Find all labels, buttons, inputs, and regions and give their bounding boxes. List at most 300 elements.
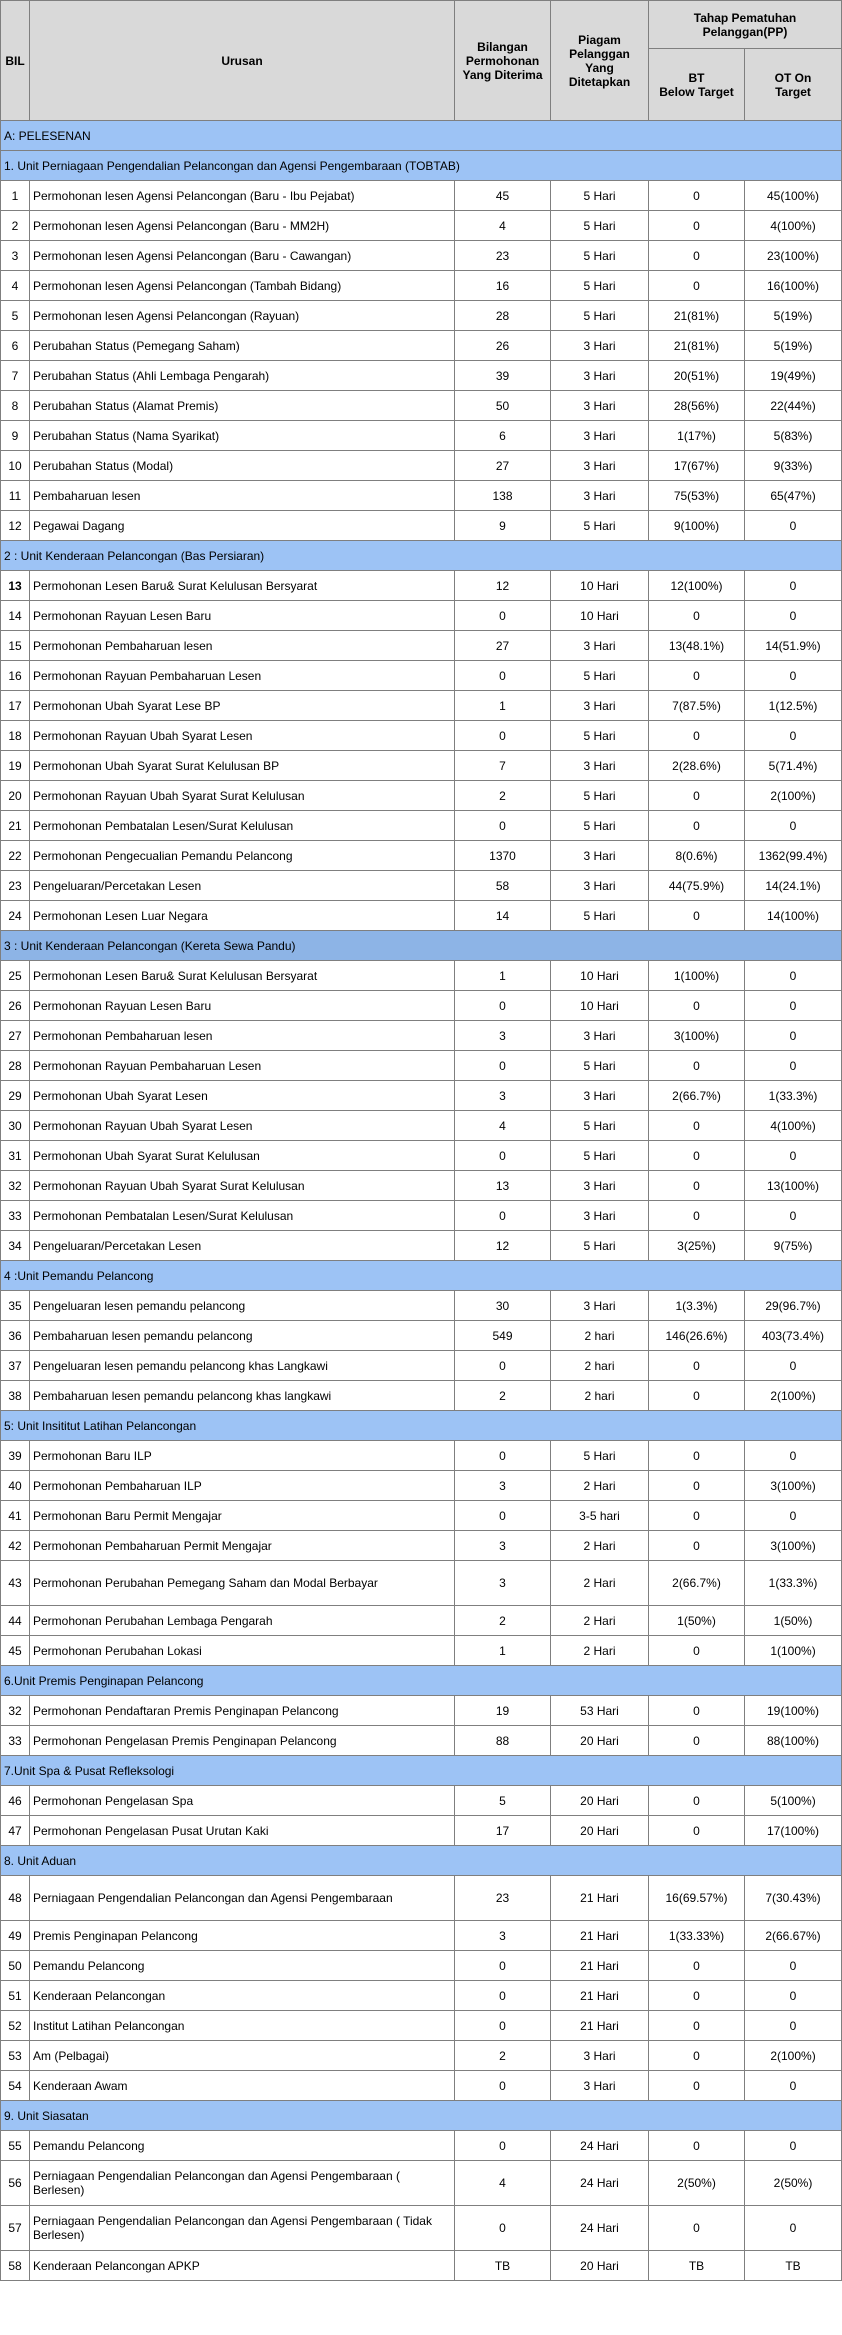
section-title: 8. Unit Aduan [1,1846,842,1876]
row-number: 28 [1,1051,30,1081]
row-count: 12 [455,571,551,601]
row-number: 11 [1,481,30,511]
row-below-target: 2(66.7%) [649,1081,745,1111]
row-description: Permohonan lesen Agensi Pelancongan (Baru - Cawangan) [30,241,455,271]
row-number: 16 [1,661,30,691]
row-number: 34 [1,1231,30,1261]
row-below-target: 0 [649,1201,745,1231]
row-count: 0 [455,1201,551,1231]
row-number: 18 [1,721,30,751]
row-below-target: 3(100%) [649,1021,745,1051]
row-below-target: 0 [649,1981,745,2011]
row-below-target: 0 [649,721,745,751]
row-number: 23 [1,871,30,901]
row-number: 4 [1,271,30,301]
row-below-target: 0 [649,271,745,301]
row-count: 12 [455,1231,551,1261]
table-row [1,1981,842,2011]
row-on-target: 0 [745,811,842,841]
table-body [1,121,842,2281]
table-row [1,2131,842,2161]
row-below-target: 7(87.5%) [649,691,745,721]
table-row [1,301,842,331]
row-below-target: 0 [649,2011,745,2041]
row-on-target: 0 [745,571,842,601]
header-bilangan: Bilangan Permohonan Yang Diterima [455,1,551,121]
row-on-target: 3(100%) [745,1531,842,1561]
row-count: 2 [455,1381,551,1411]
table-row [1,361,842,391]
table-row [1,271,842,301]
row-charter-days: 2 Hari [551,1531,649,1561]
row-number: 24 [1,901,30,931]
row-below-target: 0 [649,1141,745,1171]
row-below-target: 8(0.6%) [649,841,745,871]
row-count: 4 [455,211,551,241]
row-number: 32 [1,1696,30,1726]
row-below-target: 0 [649,2041,745,2071]
row-description: Pengeluaran/Percetakan Lesen [30,1231,455,1261]
table-row [1,391,842,421]
row-number: 26 [1,991,30,1021]
row-description: Pembaharuan lesen pemandu pelancong khas langkawi [30,1381,455,1411]
row-charter-days: 21 Hari [551,1876,649,1921]
row-below-target: 1(100%) [649,961,745,991]
row-on-target: 5(71.4%) [745,751,842,781]
row-charter-days: 21 Hari [551,1921,649,1951]
row-count: 3 [455,1081,551,1111]
row-below-target: 28(56%) [649,391,745,421]
row-on-target: 65(47%) [745,481,842,511]
table-row [1,1291,842,1321]
row-charter-days: 3 Hari [551,871,649,901]
row-on-target: 4(100%) [745,211,842,241]
row-count: 0 [455,1951,551,1981]
row-on-target: 1(12.5%) [745,691,842,721]
row-number: 43 [1,1561,30,1606]
row-number: 38 [1,1381,30,1411]
table-row [1,241,842,271]
table-row [1,1696,842,1726]
row-on-target: 0 [745,511,842,541]
row-number: 12 [1,511,30,541]
row-on-target: 5(19%) [745,331,842,361]
row-count: 2 [455,781,551,811]
row-below-target: 0 [649,211,745,241]
section-title: 7.Unit Spa & Pusat Refleksologi [1,1756,842,1786]
row-description: Permohonan Rayuan Pembaharuan Lesen [30,1051,455,1081]
row-below-target: 0 [649,1171,745,1201]
row-charter-days: 3 Hari [551,751,649,781]
table-row [1,1561,842,1606]
row-number: 33 [1,1201,30,1231]
row-charter-days: 3 Hari [551,1201,649,1231]
row-charter-days: 3-5 hari [551,1501,649,1531]
row-number: 52 [1,2011,30,2041]
row-charter-days: 3 Hari [551,391,649,421]
row-description: Permohonan Rayuan Ubah Syarat Surat Kelulusan [30,1171,455,1201]
row-below-target: 0 [649,1726,745,1756]
row-charter-days: 5 Hari [551,901,649,931]
row-below-target: 0 [649,1531,745,1561]
section-row [1,1261,842,1291]
header-bil: BIL [1,1,30,121]
row-on-target: 0 [745,2011,842,2041]
row-below-target: 21(81%) [649,331,745,361]
row-charter-days: 3 Hari [551,841,649,871]
section-title: 1. Unit Perniagaan Pengendalian Pelancongan dan Agensi Pengembaraan (TOBTAB) [1,151,842,181]
row-count: 14 [455,901,551,931]
row-number: 9 [1,421,30,451]
row-below-target: 12(100%) [649,571,745,601]
row-charter-days: 3 Hari [551,1081,649,1111]
row-on-target: 4(100%) [745,1111,842,1141]
table-row [1,661,842,691]
table-row [1,1471,842,1501]
row-on-target: TB [745,2251,842,2281]
table-row [1,1441,842,1471]
row-count: 13 [455,1171,551,1201]
row-on-target: 0 [745,1141,842,1171]
table-row [1,481,842,511]
row-charter-days: 3 Hari [551,1171,649,1201]
row-description: Perniagaan Pengendalian Pelancongan dan Agensi Pengembaraan ( Tidak Berlesen) [30,2206,455,2251]
row-below-target: 0 [649,1351,745,1381]
row-below-target: 1(17%) [649,421,745,451]
row-description: Permohonan Ubah Syarat Surat Kelulusan [30,1141,455,1171]
row-below-target: 1(33.33%) [649,1921,745,1951]
row-on-target: 0 [745,1981,842,2011]
row-count: 138 [455,481,551,511]
row-number: 29 [1,1081,30,1111]
row-description: Permohonan Pendaftaran Premis Penginapan Pelancong [30,1696,455,1726]
row-on-target: 0 [745,1351,842,1381]
row-description: Permohonan Pembaharuan lesen [30,631,455,661]
row-charter-days: 53 Hari [551,1696,649,1726]
row-charter-days: 3 Hari [551,361,649,391]
row-charter-days: 5 Hari [551,181,649,211]
row-below-target: 0 [649,1696,745,1726]
row-number: 46 [1,1786,30,1816]
row-number: 27 [1,1021,30,1051]
row-description: Pengeluaran lesen pemandu pelancong [30,1291,455,1321]
row-count: 17 [455,1816,551,1846]
row-below-target: 17(67%) [649,451,745,481]
row-below-target: 21(81%) [649,301,745,331]
row-on-target: 19(100%) [745,1696,842,1726]
row-count: 0 [455,811,551,841]
row-below-target: 0 [649,1816,745,1846]
row-charter-days: 2 Hari [551,1471,649,1501]
row-below-target: 0 [649,2131,745,2161]
row-count: 5 [455,1786,551,1816]
row-on-target: 3(100%) [745,1471,842,1501]
row-count: 26 [455,331,551,361]
row-on-target: 0 [745,2131,842,2161]
row-below-target: 75(53%) [649,481,745,511]
row-description: Permohonan Ubah Syarat Lesen [30,1081,455,1111]
row-count: 16 [455,271,551,301]
section-row [1,151,842,181]
table-row [1,1171,842,1201]
row-number: 56 [1,2161,30,2206]
row-number: 40 [1,1471,30,1501]
row-charter-days: 10 Hari [551,961,649,991]
row-on-target: 13(100%) [745,1171,842,1201]
row-number: 47 [1,1816,30,1846]
row-count: 3 [455,1021,551,1051]
row-below-target: 0 [649,241,745,271]
row-charter-days: 3 Hari [551,331,649,361]
row-charter-days: 5 Hari [551,1141,649,1171]
row-charter-days: 5 Hari [551,301,649,331]
row-number: 58 [1,2251,30,2281]
row-count: 58 [455,871,551,901]
row-on-target: 45(100%) [745,181,842,211]
row-description: Perubahan Status (Nama Syarikat) [30,421,455,451]
row-charter-days: 2 Hari [551,1606,649,1636]
row-description: Institut Latihan Pelancongan [30,2011,455,2041]
row-number: 1 [1,181,30,211]
row-description: Permohonan Pengelasan Premis Penginapan Pelancong [30,1726,455,1756]
row-charter-days: 21 Hari [551,1951,649,1981]
row-below-target: 0 [649,1786,745,1816]
row-description: Permohonan Pembaharuan lesen [30,1021,455,1051]
row-on-target: 5(83%) [745,421,842,451]
row-below-target: 1(3.3%) [649,1291,745,1321]
row-on-target: 22(44%) [745,391,842,421]
table-row [1,2041,842,2071]
table-row [1,601,842,631]
table-row [1,781,842,811]
row-description: Permohonan Pengelasan Pusat Urutan Kaki [30,1816,455,1846]
row-number: 30 [1,1111,30,1141]
table-row [1,1531,842,1561]
row-charter-days: 21 Hari [551,2011,649,2041]
row-description: Kenderaan Awam [30,2071,455,2101]
section-title: 9. Unit Siasatan [1,2101,842,2131]
row-below-target: 0 [649,991,745,1021]
row-description: Permohonan lesen Agensi Pelancongan (Rayuan) [30,301,455,331]
row-charter-days: 5 Hari [551,1111,649,1141]
row-charter-days: 3 Hari [551,421,649,451]
row-number: 3 [1,241,30,271]
row-count: 27 [455,451,551,481]
row-number: 20 [1,781,30,811]
table-row [1,961,842,991]
row-on-target: 1(50%) [745,1606,842,1636]
row-number: 25 [1,961,30,991]
table-row [1,1111,842,1141]
row-count: 0 [455,2206,551,2251]
row-description: Permohonan Perubahan Lokasi [30,1636,455,1666]
row-count: TB [455,2251,551,2281]
row-below-target: 1(50%) [649,1606,745,1636]
section-title: 6.Unit Premis Penginapan Pelancong [1,1666,842,1696]
row-on-target: 17(100%) [745,1816,842,1846]
row-charter-days: 10 Hari [551,601,649,631]
row-count: 549 [455,1321,551,1351]
table-row [1,2161,842,2206]
row-below-target: 0 [649,1111,745,1141]
row-charter-days: 10 Hari [551,991,649,1021]
row-count: 3 [455,1471,551,1501]
row-count: 39 [455,361,551,391]
row-on-target: 0 [745,721,842,751]
row-charter-days: 3 Hari [551,2041,649,2071]
header-tahap: Tahap Pematuhan Pelanggan(PP) [649,1,842,49]
row-description: Pengeluaran/Percetakan Lesen [30,871,455,901]
row-description: Permohonan Ubah Syarat Lese BP [30,691,455,721]
table-row [1,1321,842,1351]
row-description: Pembaharuan lesen [30,481,455,511]
table-row [1,331,842,361]
row-below-target: 16(69.57%) [649,1876,745,1921]
table-row [1,2071,842,2101]
section-row [1,1411,842,1441]
row-on-target: 9(33%) [745,451,842,481]
row-on-target: 0 [745,601,842,631]
row-below-target: 2(50%) [649,2161,745,2206]
table-row [1,181,842,211]
row-description: Premis Penginapan Pelancong [30,1921,455,1951]
row-number: 37 [1,1351,30,1381]
table-row [1,841,842,871]
row-below-target: 0 [649,1951,745,1981]
table-row [1,751,842,781]
row-description: Permohonan Pembaharuan Permit Mengajar [30,1531,455,1561]
row-charter-days: 24 Hari [551,2206,649,2251]
table-row [1,1921,842,1951]
row-on-target: 5(19%) [745,301,842,331]
row-description: Pemandu Pelancong [30,1951,455,1981]
row-count: 19 [455,1696,551,1726]
row-description: Permohonan Pengecualian Pemandu Pelancong [30,841,455,871]
row-charter-days: 3 Hari [551,1021,649,1051]
row-below-target: 0 [649,781,745,811]
section-row [1,931,842,961]
row-charter-days: 21 Hari [551,1981,649,2011]
section-row [1,2101,842,2131]
row-count: 1 [455,691,551,721]
row-below-target: 0 [649,181,745,211]
row-below-target: 20(51%) [649,361,745,391]
row-on-target: 14(51.9%) [745,631,842,661]
row-on-target: 2(66.67%) [745,1921,842,1951]
section-title: 2 : Unit Kenderaan Pelancongan (Bas Persiaran) [1,541,842,571]
table-row [1,991,842,1021]
table-row [1,1786,842,1816]
row-number: 42 [1,1531,30,1561]
row-on-target: 7(30.43%) [745,1876,842,1921]
row-number: 15 [1,631,30,661]
row-on-target: 2(50%) [745,2161,842,2206]
row-count: 7 [455,751,551,781]
row-charter-days: 5 Hari [551,811,649,841]
row-description: Permohonan Perubahan Lembaga Pengarah [30,1606,455,1636]
row-description: Permohonan Pembatalan Lesen/Surat Kelulusan [30,1201,455,1231]
table-row [1,1876,842,1921]
row-below-target: 2(28.6%) [649,751,745,781]
row-on-target: 0 [745,1501,842,1531]
row-description: Permohonan lesen Agensi Pelancongan (Baru - MM2H) [30,211,455,241]
header-urusan: Urusan [30,1,455,121]
row-count: 0 [455,2071,551,2101]
row-charter-days: 3 Hari [551,691,649,721]
row-charter-days: 5 Hari [551,1231,649,1261]
row-number: 57 [1,2206,30,2251]
row-on-target: 88(100%) [745,1726,842,1756]
row-on-target: 14(100%) [745,901,842,931]
table-row [1,1081,842,1111]
header-piagam: Piagam Pelanggan Yang Ditetapkan [551,1,649,121]
row-description: Permohonan Rayuan Lesen Baru [30,601,455,631]
row-on-target: 0 [745,2206,842,2251]
row-charter-days: 2 hari [551,1351,649,1381]
row-number: 35 [1,1291,30,1321]
row-description: Pemandu Pelancong [30,2131,455,2161]
row-count: 3 [455,1531,551,1561]
row-below-target: 0 [649,1471,745,1501]
table-row [1,1201,842,1231]
section-row [1,1756,842,1786]
section-row [1,1666,842,1696]
row-description: Perubahan Status (Ahli Lembaga Pengarah) [30,361,455,391]
table-row [1,1231,842,1261]
row-description: Perubahan Status (Alamat Premis) [30,391,455,421]
row-count: 28 [455,301,551,331]
row-number: 10 [1,451,30,481]
row-description: Permohonan Rayuan Ubah Syarat Surat Kelulusan [30,781,455,811]
row-count: 0 [455,1351,551,1381]
row-charter-days: 2 Hari [551,1561,649,1606]
row-count: 0 [455,1981,551,2011]
table-row [1,1051,842,1081]
row-charter-days: 2 hari [551,1321,649,1351]
row-below-target: 0 [649,1381,745,1411]
row-below-target: 0 [649,601,745,631]
row-count: 88 [455,1726,551,1756]
row-description: Permohonan Rayuan Ubah Syarat Lesen [30,1111,455,1141]
row-on-target: 9(75%) [745,1231,842,1261]
row-number: 19 [1,751,30,781]
row-on-target: 0 [745,1021,842,1051]
table-row [1,511,842,541]
row-description: Permohonan Pembaharuan ILP [30,1471,455,1501]
row-description: Kenderaan Pelancongan APKP [30,2251,455,2281]
row-below-target: 0 [649,1441,745,1471]
row-number: 32 [1,1171,30,1201]
row-below-target: 0 [649,661,745,691]
row-on-target: 1(33.3%) [745,1081,842,1111]
row-below-target: 0 [649,1636,745,1666]
row-charter-days: 20 Hari [551,1816,649,1846]
row-charter-days: 2 Hari [551,1636,649,1666]
row-charter-days: 5 Hari [551,721,649,751]
row-description: Permohonan Rayuan Lesen Baru [30,991,455,1021]
row-below-target: 0 [649,1051,745,1081]
table-row [1,631,842,661]
row-charter-days: 5 Hari [551,271,649,301]
row-below-target: 0 [649,2071,745,2101]
row-on-target: 0 [745,961,842,991]
row-below-target: 3(25%) [649,1231,745,1261]
row-below-target: 0 [649,2206,745,2251]
row-number: 51 [1,1981,30,2011]
section-title: 4 :Unit Pemandu Pelancong [1,1261,842,1291]
row-below-target: 146(26.6%) [649,1321,745,1351]
row-description: Permohonan Baru ILP [30,1441,455,1471]
